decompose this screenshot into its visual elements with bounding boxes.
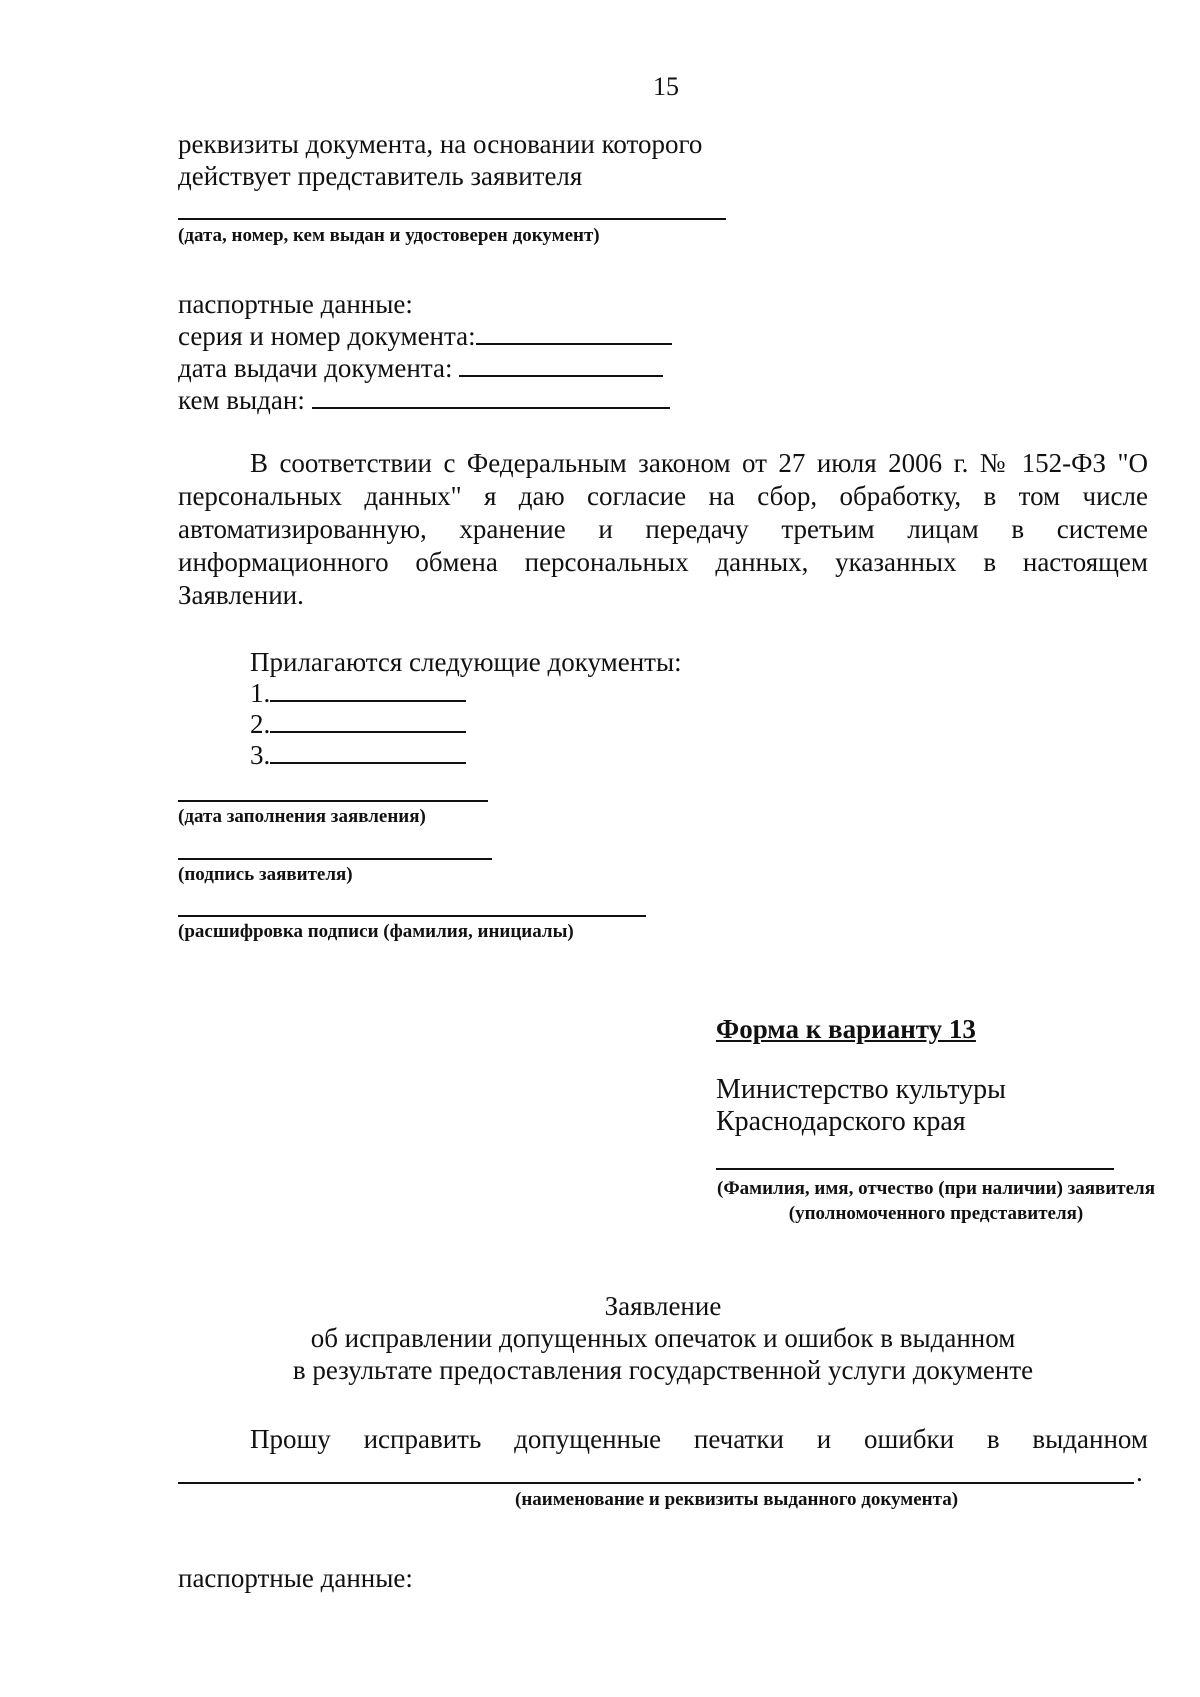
applicant-caption: (Фамилия, имя, отчество (при наличии) заявителя (уполномоченного представителя) bbox=[717, 1178, 1155, 1224]
issued-by-label: кем выдан: bbox=[178, 385, 305, 415]
attached-title: Прилагаются следующие документы: bbox=[250, 647, 682, 677]
issue-date-label: дата выдачи документа: bbox=[178, 353, 453, 383]
attached-item-number: 3. bbox=[250, 740, 271, 770]
series-number-row bbox=[178, 320, 672, 352]
form-title: Форма к варианту 13 bbox=[716, 1014, 976, 1044]
passport-title: паспортные данные: bbox=[178, 289, 413, 319]
signature-caption: (подпись заявителя) bbox=[178, 864, 353, 885]
date-underline[interactable] bbox=[178, 800, 488, 802]
statement-subtitle-1: об исправлении допущенных опечаток и ошибок в выданном bbox=[310, 1323, 1016, 1353]
document-underline[interactable] bbox=[178, 1482, 1134, 1484]
attached-item-field[interactable] bbox=[270, 709, 466, 733]
date-caption: (дата заполнения заявления) bbox=[178, 806, 426, 827]
attached-item-field[interactable] bbox=[270, 678, 466, 702]
attached-item-2 bbox=[250, 708, 466, 740]
attached-item-field[interactable] bbox=[270, 740, 466, 764]
attached-item-number: 1. bbox=[250, 678, 271, 708]
series-number-field[interactable] bbox=[476, 321, 672, 345]
applicant-underline[interactable] bbox=[716, 1168, 1114, 1170]
request-text: Прошу исправить допущенные печатки и ошибки в выданном bbox=[250, 1424, 1148, 1454]
attached-item-3 bbox=[250, 739, 466, 771]
attached-item-number: 2. bbox=[250, 709, 271, 739]
decode-underline[interactable] bbox=[178, 915, 646, 917]
passport-title-bottom: паспортные данные: bbox=[178, 1563, 413, 1593]
page-number: 15 bbox=[653, 72, 679, 101]
ministry-line-2: Краснодарского края bbox=[716, 1106, 966, 1137]
issued-by-field[interactable] bbox=[312, 385, 670, 409]
requisites-underline[interactable] bbox=[178, 218, 726, 220]
ministry-line-1: Министерство культуры bbox=[716, 1074, 1006, 1105]
requisites-line-2: действует представитель заявителя bbox=[178, 161, 583, 191]
issue-date-row bbox=[178, 352, 663, 384]
document-caption: (наименование и реквизиты выданного документа) bbox=[515, 1489, 959, 1510]
statement-title: Заявление bbox=[604, 1291, 722, 1321]
statement-subtitle-2: в результате предоставления государственной услуги документе bbox=[292, 1355, 1034, 1385]
request-end: . bbox=[1136, 1457, 1143, 1487]
series-number-label: серия и номер документа: bbox=[178, 321, 476, 351]
issued-by-row bbox=[178, 384, 670, 416]
decode-caption: (расшифровка подписи (фамилия, инициалы) bbox=[178, 921, 574, 942]
signature-underline[interactable] bbox=[178, 858, 492, 860]
attached-item-1 bbox=[250, 677, 466, 709]
issue-date-field[interactable] bbox=[459, 353, 663, 377]
requisites-line-1: реквизиты документа, на основании которого bbox=[178, 129, 703, 159]
requisites-caption: (дата, номер, кем выдан и удостоверен документ) bbox=[178, 225, 600, 246]
consent-paragraph: В соответствии с Федеральным законом от 27 июля 2006 г. № 152-ФЗ "О персональных данных" я даю согласие на сбор, обработку, в том числе автоматизированную, хранение и передачу третьим лицам в системе информационного обмена персональных данных, указанных в настоящем Заявлении. bbox=[178, 448, 1148, 610]
